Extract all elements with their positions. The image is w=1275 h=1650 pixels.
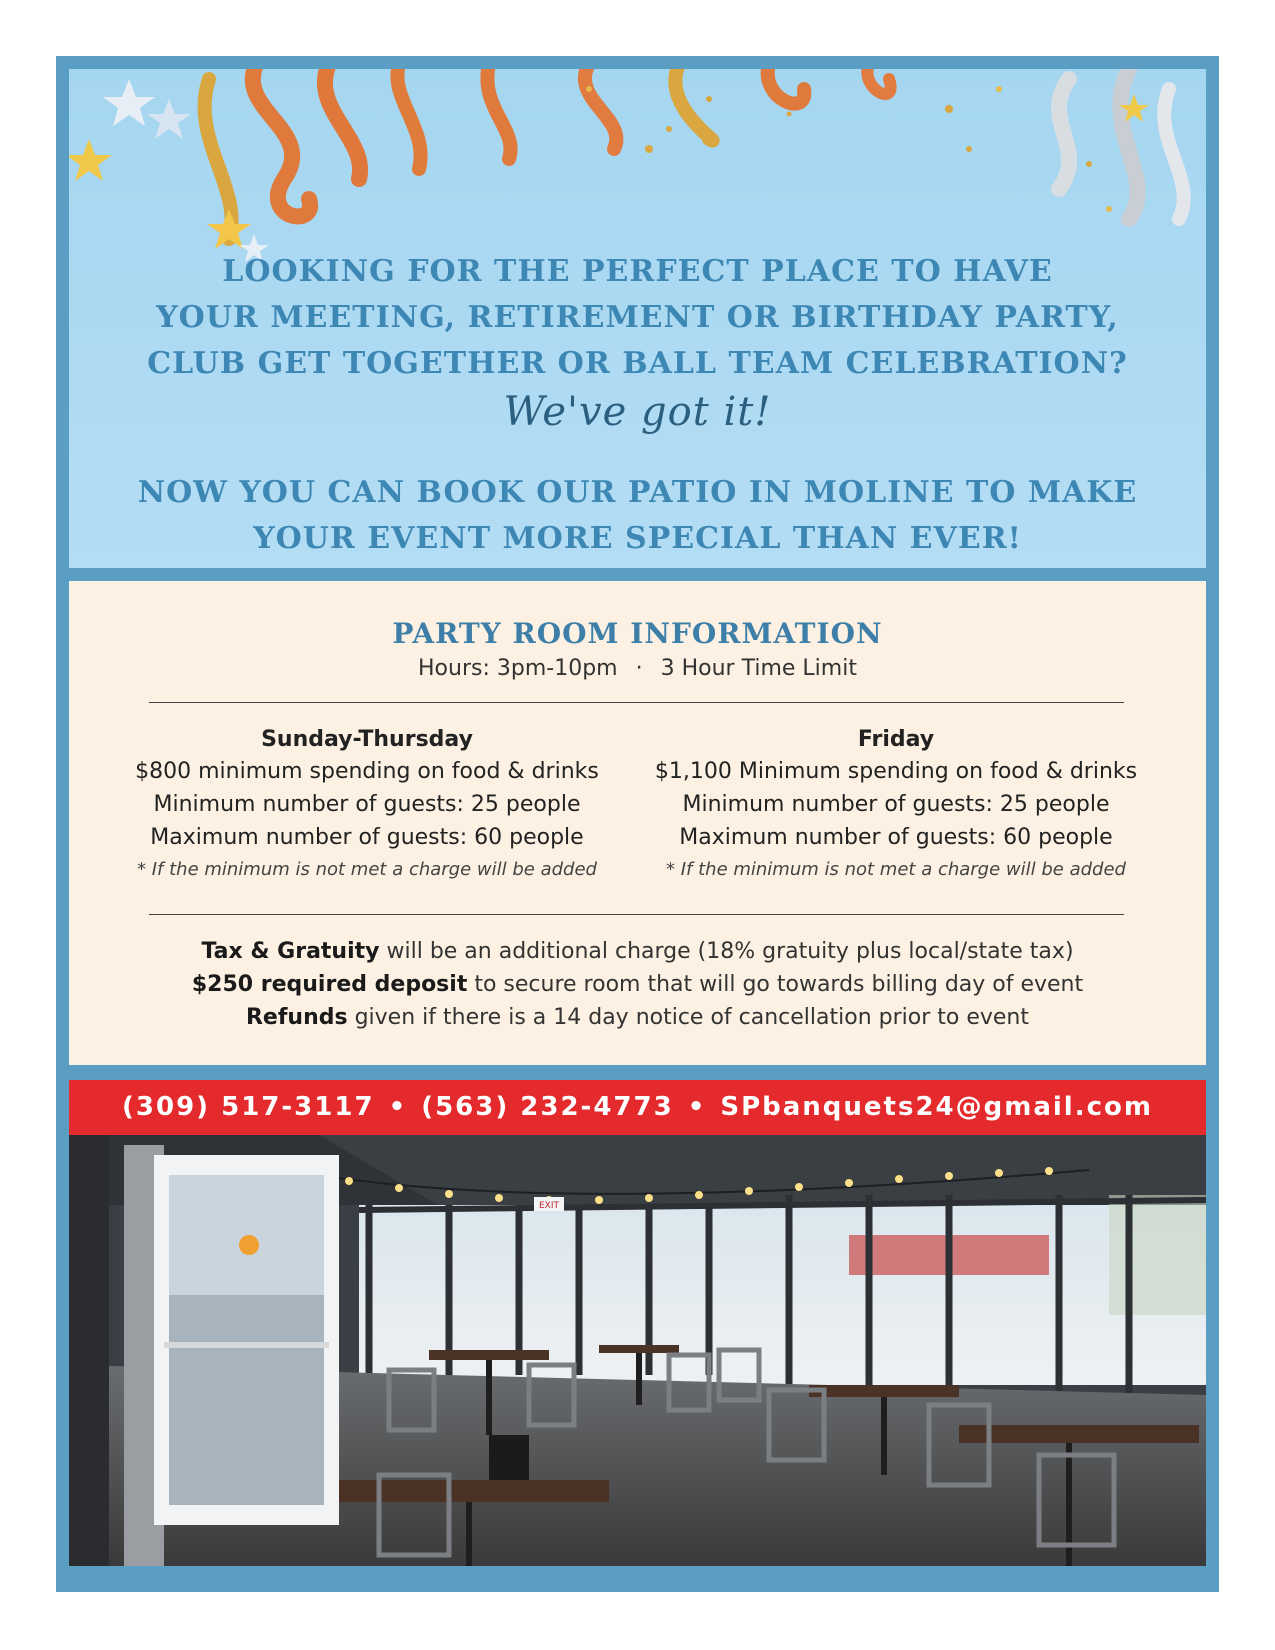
divider — [149, 702, 1124, 703]
contact-bar — [69, 1080, 1206, 1135]
party-room-info — [69, 581, 1206, 1065]
divider — [149, 914, 1124, 915]
minimum-spending: $800 minimum spending on food & drinks — [135, 759, 599, 784]
time-limit-text: 3 Hour Time Limit — [660, 656, 857, 681]
terms-section — [69, 935, 1206, 1034]
term-label: Tax & Gratuity — [201, 939, 380, 964]
hero-banner — [69, 69, 1206, 568]
term-text: will be an additional charge (18% gratuity plus local/state tax) — [379, 939, 1074, 964]
contact-separator: • — [687, 1092, 707, 1122]
term-label: $250 required deposit — [191, 972, 468, 997]
tax-gratuity-term — [69, 935, 1206, 968]
minimum-spending: $1,100 Minimum spending on food & drinks — [654, 759, 1138, 784]
hero-script-tagline: We've got it! — [503, 389, 772, 435]
email-link[interactable]: SPbanquets24@gmail.com — [720, 1092, 1153, 1122]
exit-sign: EXIT — [538, 1201, 560, 1211]
term-text: given if there is a 14 day notice of cancellation prior to event — [347, 1005, 1030, 1030]
minimum-guests: Minimum number of guests: 25 people — [682, 792, 1110, 817]
minimum-note: * If the minimum is not met a charge will be added — [137, 859, 597, 880]
sunday-thursday-column — [107, 724, 627, 886]
day-heading: Sunday-Thursday — [261, 727, 473, 752]
maximum-guests: Maximum number of guests: 60 people — [679, 825, 1113, 850]
refund-term — [69, 1001, 1206, 1034]
hero-closing — [69, 470, 1206, 562]
hours-text: Hours: 3pm-10pm — [418, 656, 618, 681]
hero-intro-line: YOUR MEETING, RETIREMENT OR BIRTHDAY PARTY, — [156, 300, 1119, 335]
day-heading: Friday — [857, 727, 935, 752]
minimum-note: * If the minimum is not met a charge will be added — [666, 859, 1126, 880]
contact-separator: • — [388, 1092, 408, 1122]
hero-closing-line: YOUR EVENT MORE SPECIAL THAN EVER! — [253, 521, 1022, 556]
hero-intro-line: LOOKING FOR THE PERFECT PLACE TO HAVE — [222, 254, 1053, 289]
info-title: PARTY ROOM INFORMATION — [392, 617, 883, 650]
patio-illustration — [69, 1135, 1206, 1566]
hours-separator: · — [635, 656, 643, 681]
minimum-guests: Minimum number of guests: 25 people — [153, 792, 581, 817]
hours-line — [69, 656, 1206, 681]
friday-column — [636, 724, 1156, 886]
term-text: to secure room that will go towards billing day of event — [467, 972, 1084, 997]
phone-number-2[interactable]: (563) 232-4773 — [421, 1092, 674, 1122]
phone-number-1[interactable]: (309) 517-3117 — [122, 1092, 375, 1122]
maximum-guests: Maximum number of guests: 60 people — [150, 825, 584, 850]
hero-intro — [69, 249, 1206, 387]
hero-closing-line: NOW YOU CAN BOOK OUR PATIO IN MOLINE TO MAKE — [137, 475, 1138, 510]
patio-photo — [69, 1135, 1206, 1566]
hero-intro-line: CLUB GET TOGETHER OR BALL TEAM CELEBRATION? — [147, 346, 1128, 381]
flyer-frame — [56, 56, 1219, 1592]
deposit-term — [69, 968, 1206, 1001]
term-label: Refunds — [245, 1005, 348, 1030]
